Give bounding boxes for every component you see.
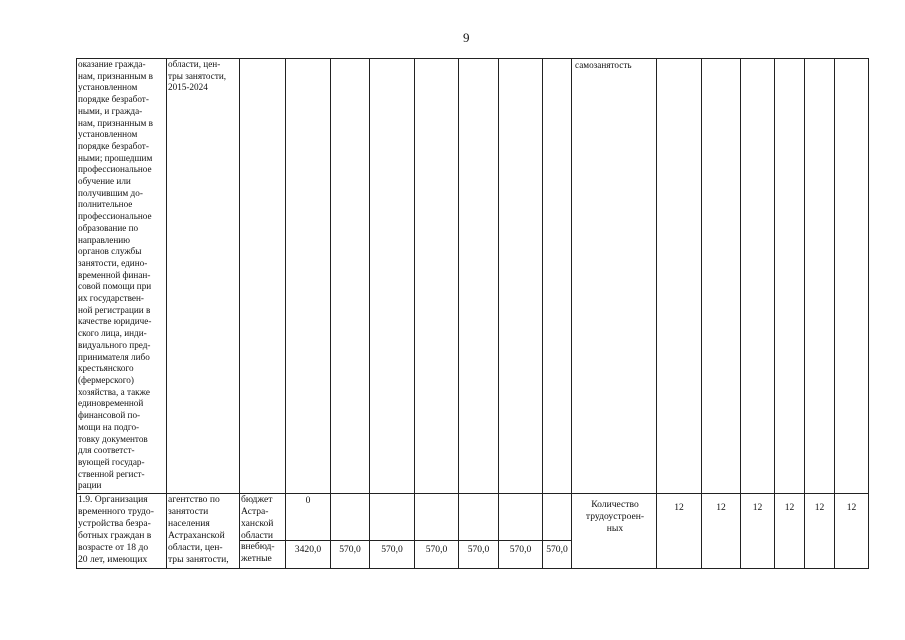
indicator-name: Количество трудоустроен- ных xyxy=(585,499,645,534)
page-number: 9 xyxy=(463,30,470,45)
col-border xyxy=(166,58,167,569)
indicator-value: 12 xyxy=(846,502,857,513)
executor-and-term: области, цен- тры занятости, 2015-2024 xyxy=(168,59,227,93)
col-border xyxy=(285,58,286,569)
funding-total: 0 xyxy=(305,495,311,506)
funding-value: 570,0 xyxy=(339,544,361,555)
table-bottom-border xyxy=(76,568,869,569)
col-border xyxy=(834,58,835,569)
col-border xyxy=(369,58,370,569)
col-border xyxy=(740,58,741,569)
funding-value: 570,0 xyxy=(509,544,532,555)
funding-value: 570,0 xyxy=(381,544,403,555)
indicator-value: 12 xyxy=(674,502,684,513)
funding-value: 3420,0 xyxy=(294,544,322,555)
indicator-value: 12 xyxy=(814,502,825,513)
col-border xyxy=(414,58,415,569)
funding-value: 570,0 xyxy=(467,544,490,555)
funding-value: 570,0 xyxy=(425,544,448,555)
col-border xyxy=(458,58,459,569)
col-border xyxy=(701,58,702,569)
col-border xyxy=(330,58,331,569)
col-border xyxy=(498,58,499,569)
funding-source: бюджет Астра- ханской области xyxy=(241,494,274,541)
subrow-divider xyxy=(239,540,571,541)
col-border xyxy=(571,58,572,569)
indicator-value: 12 xyxy=(752,502,763,513)
col-border xyxy=(868,58,869,569)
measure-description: 1.9. Организация временного трудо- устройства безра- ботных граждан в возрасте от 18 до 20 лет, имеющих xyxy=(78,494,154,565)
col-border xyxy=(804,58,805,569)
indicator-name: самозанятость xyxy=(575,60,632,70)
measure-description: оказание гражда- нам, признанным в установленном порядке безработ- ными, и гражда- нам, признанным в установленном порядке безработ- ными; прошедшим профессиональное обучение или получившим до- полнительное профессиональное образование по направлению органов службы занятости, едино- временной финан- совой помощи при их государствен- ной регистрации в качестве юридиче- ского лица, инди- видуального пред- принимателя либо крестьянского (фермерского) хозяйства, а также единовременной финансовой по- мощи на подго- товку документов для соответст- вующей государ- ственной регист- рации xyxy=(78,59,153,491)
executor-and-term: агентство по занятости населения Астраханской области, цен- тры занятости, xyxy=(168,494,229,565)
col-border xyxy=(76,58,77,569)
col-border xyxy=(542,58,543,569)
indicator-value: 12 xyxy=(784,502,795,513)
col-border xyxy=(239,58,240,569)
col-border xyxy=(656,58,657,569)
indicator-value: 12 xyxy=(716,502,726,513)
col-border xyxy=(774,58,775,569)
funding-source: внебюд- жетные xyxy=(241,541,275,564)
funding-value: 570,0 xyxy=(546,544,568,555)
